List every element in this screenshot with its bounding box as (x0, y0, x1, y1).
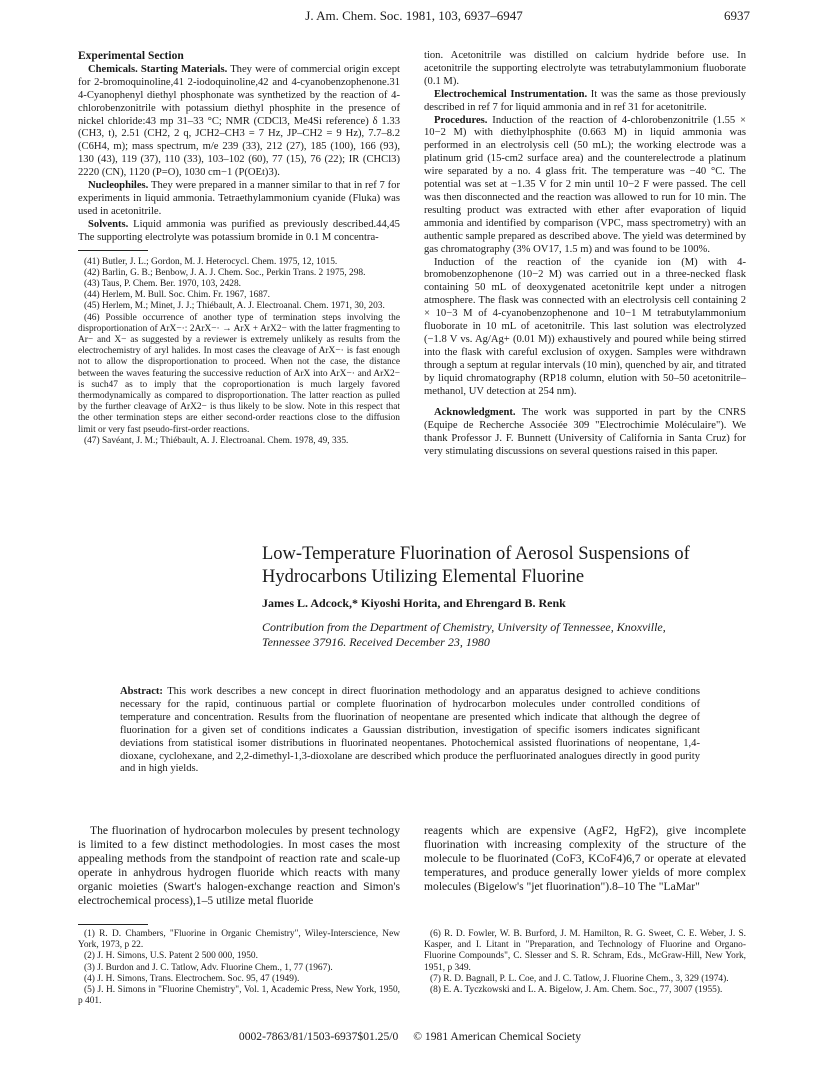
footnote-list (78, 929, 400, 1007)
paragraph-chemicals (78, 64, 400, 180)
article-code: 0002-7863/81/1503-6937$01.25/0 (238, 1030, 399, 1043)
running-header (78, 8, 750, 26)
paragraph-solvents (78, 219, 400, 245)
run-in-heading: Chemicals. Starting Materials. (88, 63, 228, 75)
section-title: Experimental Section (78, 50, 184, 62)
body-paragraph: The fluorination of hydrocarbon molecules by present technology is limited to a few distinct methodologies. In most cases the most appealing methods from the standpoint of reaction rate and scale-up operate in anhydrous hydrogen fluoride which reacts with many organic moieties (Swart's halogen-exchange reaction and Simon's electrochemical process),1–5 utilize metal fluoride (78, 824, 400, 907)
page-number: 6937 (724, 8, 750, 23)
footnote: (4) J. H. Simons, Trans. Electrochem. Soc. 95, 47 (1949). (84, 973, 300, 984)
footnote: (42) Barlin, G. B.; Benbow, J. A. J. Chem. Soc., Perkin Trans. 2 1975, 298. (84, 267, 366, 278)
paragraph-procedures (424, 115, 746, 257)
abstract (120, 686, 700, 776)
paragraph-instrumentation (424, 89, 746, 115)
right-column (424, 50, 746, 459)
paragraph-text: Induction of the reaction of 4-chlorobenzonitrile (1.55 × 10−2 M) with diethylphosphite (0.663 M) in liquid ammonia was performed in an electrolysis cell (50 mL); the working electrode was a platinum grid (15-cm2 surface area) and the counterelectrode a platinum wire separated by a no. 4 glass frit. The temperature was −40 °C. The potential was set at −1.35 V for 2 min until 10−2 F were passed. The cell was then disconnected and the reaction was allowed to run for 10 min. The resulting product was extracted with ether after evaporation of liquid ammonia and identified by comparison (VPC, mass spectrometry) with an authentic sample prepared as described above. The yield was determined by gas chromatography (3% OV17, 1.5 m) and was found to be 100%. (424, 114, 746, 255)
footnote: (3) J. Burdon and J. C. Tatlow, Adv. Fluorine Chem., 1, 77 (1967). (84, 962, 333, 973)
footnote-list (424, 929, 746, 996)
body-right-column (424, 824, 746, 894)
footnote-list (78, 257, 400, 447)
paragraph-continuation: tion. Acetonitrile was distilled on calcium hydride before use. In acetonitrile the supporting electrolyte was tetrabutylammonium fluoborate (0.1 M). (424, 50, 746, 87)
footnote: (5) J. H. Simons in "Fluorine Chemistry", Vol. 1, Academic Press, New York, 1950, p 401. (78, 985, 400, 1007)
footnote: (41) Butler, J. L.; Gordon, M. J. Heterocycl. Chem. 1975, 12, 1015. (84, 256, 338, 267)
left-column (78, 50, 400, 447)
footnote: (47) Savéant, J. M.; Thiébault, A. J. Electroanal. Chem. 1978, 49, 335. (84, 435, 349, 446)
footnote-rule (78, 250, 148, 251)
article-title: Low-Temperature Fluorination of Aerosol Suspensions of Hydrocarbons Utilizing Elemental Fluorine (262, 544, 690, 587)
paragraph-acknowledgment (424, 407, 746, 459)
bottom-left-references (78, 924, 400, 1007)
footnote: (1) R. D. Chambers, "Fluorine in Organic Chemistry", Wiley-Interscience, New York, 1973, p 22. (78, 929, 400, 951)
footnote: (7) R. D. Bagnall, P. L. Coe, and J. C. Tatlow, J. Fluorine Chem., 3, 329 (1974). (430, 973, 729, 984)
copyright-notice: © 1981 American Chemical Society (413, 1030, 582, 1043)
body-left-column (78, 824, 400, 908)
run-in-heading: Solvents. (88, 218, 129, 230)
article-affiliation: Contribution from the Department of Chemistry, University of Tennessee, Knoxville, Tennessee 37916. Received December 23, 1980 (262, 620, 666, 649)
page-footer (0, 1030, 820, 1043)
paragraph-text: It was the same as those previously described in ref 7 for liquid ammonia and in ref 31 for acetonitrile. (424, 88, 746, 113)
footnote: (43) Taus, P. Chem. Ber. 1970, 103, 2428. (84, 279, 241, 289)
journal-citation: J. Am. Chem. Soc. 1981, 103, 6937–6947 (305, 8, 523, 23)
footnote: (45) Herlem, M.; Minet, J. J.; Thiébault, A. J. Electroanal. Chem. 1971, 30, 203. (84, 301, 385, 312)
run-in-heading: Electrochemical Instrumentation. (434, 88, 588, 100)
paragraph-text: They were prepared in a manner similar to that in ref 7 for experiments in liquid ammonia. Tetraethylammonium cyanide (Fluka) was used in acetonitrile. (78, 180, 400, 217)
run-in-heading: Procedures. (434, 114, 488, 126)
footnote: (8) E. A. Tyczkowski and L. A. Bigelow, J. Am. Chem. Soc., 77, 3007 (1955). (430, 985, 723, 996)
paragraph-text: They were of commercial origin except for 2-bromoquinoline,41 2-iodoquinoline,42 and 4-cyanobenzophenone.31 4-Cyanophenyl diethyl phosphonate was synthetized by the reaction of 4-chlorobenzonitrile with potassium diethyl phosphite in the presence of nickel chloride:43 mp 31–33 °C; NMR (CDCl3, Me4Si reference) δ 1.33 (CH3, t), 2.51 (CH2, 2 q, JCH2–CH3 = 7 Hz, JP–CH2 = 9 Hz), 7.7–8.2 (C6H4, m); mass spectrum, m/e 239 (33), 212 (27), 185 (100), 166 (93), 130 (43), 119 (37), 110 (33), 103–102 (60), 77 (15), 76 (22); IR (CHCl3) 2220 (CN), 1120 (P=O), 1030 cm−1 (P(OEt)3). (78, 63, 400, 179)
body-paragraph: reagents which are expensive (AgF2, HgF2), give incomplete fluorination with increasing complexity of the structure of the molecule to be fluorinated (CoF3, KCoF4)6,7 or operate at elevated temperatures, and produce generally lower yields of more complex molecules (Bigelow's "jet fluorination").8–10 The "LaMar" (424, 824, 746, 893)
abstract-text: This work describes a new concept in direct fluorination methodology and an apparatus designed to achieve conditions necessary for the rapid, continuous partial or complete fluorination of hydrocarbon molecules under controlled conditions of temperature and concentration. Results from the fluorination of neopentane are presented which indicate that although the degree of fluorination for a given set of conditions indicates a Gaussian distribution, investigation of specific isomers indicates significant deviations from statistical isomer distributions in fluorinated neopentanes. Photochemical assisted fluorinations of neopentane, 1,4-dioxane, cyclohexane, and 2,2-dimethyl-1,3-dioxolane are described which produce the perfluorinated analogues directly in good purity and in high yields. (120, 686, 700, 775)
footnote: (44) Herlem, M. Bull. Soc. Chim. Fr. 1967, 1687. (84, 290, 270, 301)
footnote-rule (78, 924, 148, 925)
run-in-heading: Nucleophiles. (88, 180, 149, 192)
paragraph-cyanide: Induction of the reaction of the cyanide ion (M) with 4-bromobenzophenone (10−2 M) was carried out in a three-necked flask containing 50 mL of deoxygenated acetonitrile kept under a nitrogen atmosphere. The flask was connected with an electrolysis cell containing 2 × 10−3 M of 4-cyanobenzophenone and 10−1 M tetrabutylammonium fluoborate in 10 mL of acetonitrile. This last solution was electrolyzed (−1.8 V vs. Ag/Ag+ (0.01 M)) exhaustively and poured while being stirred into the flask with careful exclusion of oxygen. Samples were withdrawn through a septum at regular intervals (10 min), quenched by air, and titrated by liquid chromatography (RP18 column, elution with 50–50 acetonitrile–methanol, UV detection at 254 nm). (424, 256, 746, 397)
footnote: (2) J. H. Simons, U.S. Patent 2 500 000, 1950. (84, 951, 258, 962)
bottom-right-references (424, 924, 746, 996)
paragraph-text: Liquid ammonia was purified as previously described.44,45 The supporting electrolyte was potassium bromide in 0.1 M concentra- (78, 218, 400, 243)
footnote: (46) Possible occurrence of another type of termination steps involving the disproportionation of ArX−·: 2ArX−· → ArX + ArX2− with the latter fragmenting to Ar− and X− as suggested by a reviewer is extremely unlikely as results from the electrochemistry of aryl halides. In most cases the cleavage of ArX−· is fast enough not to allow the disproportionation to proceed. When not the case, the distance between the waves featuring the successive reduction of ArX into ArX−· and ArX2− is such47 as to imply that the coproportionation is much largely favored thermodynamically as compared to disproportionation. The latter reaction as pulled by the further cleavage of ArX2− is thus likely to be slow. Note in this respect that the other termination steps are either second-order reactions close to the diffusion limit or very fast pseudo-first-order reactions. (78, 312, 400, 435)
abstract-heading: Abstract: (120, 686, 163, 697)
footnote: (6) R. D. Fowler, W. B. Burford, J. M. Hamilton, R. G. Sweet, C. E. Weber, J. S. Kasper, and I. Litant in "Preparation, and Technology of Fluorine and Organo-Fluorine Compounds", C. Slesser and S. R. Schram, Eds., McGraw-Hill, New York, 1951, p 349. (424, 929, 746, 973)
run-in-heading: Acknowledgment. (434, 407, 516, 419)
paragraph-text: The work was supported in part by the CNRS (Equipe de Recherche Associée 309 "Electrochimie Moléculaire"). We thank Professor J. F. Bunnett (University of California in Santa Cruz) for very stimulating discussions on several questions raised in this paper. (424, 407, 746, 458)
article-authors: James L. Adcock,* Kiyoshi Horita, and Ehrengard B. Renk (262, 596, 566, 610)
paragraph-nucleophiles (78, 180, 400, 219)
